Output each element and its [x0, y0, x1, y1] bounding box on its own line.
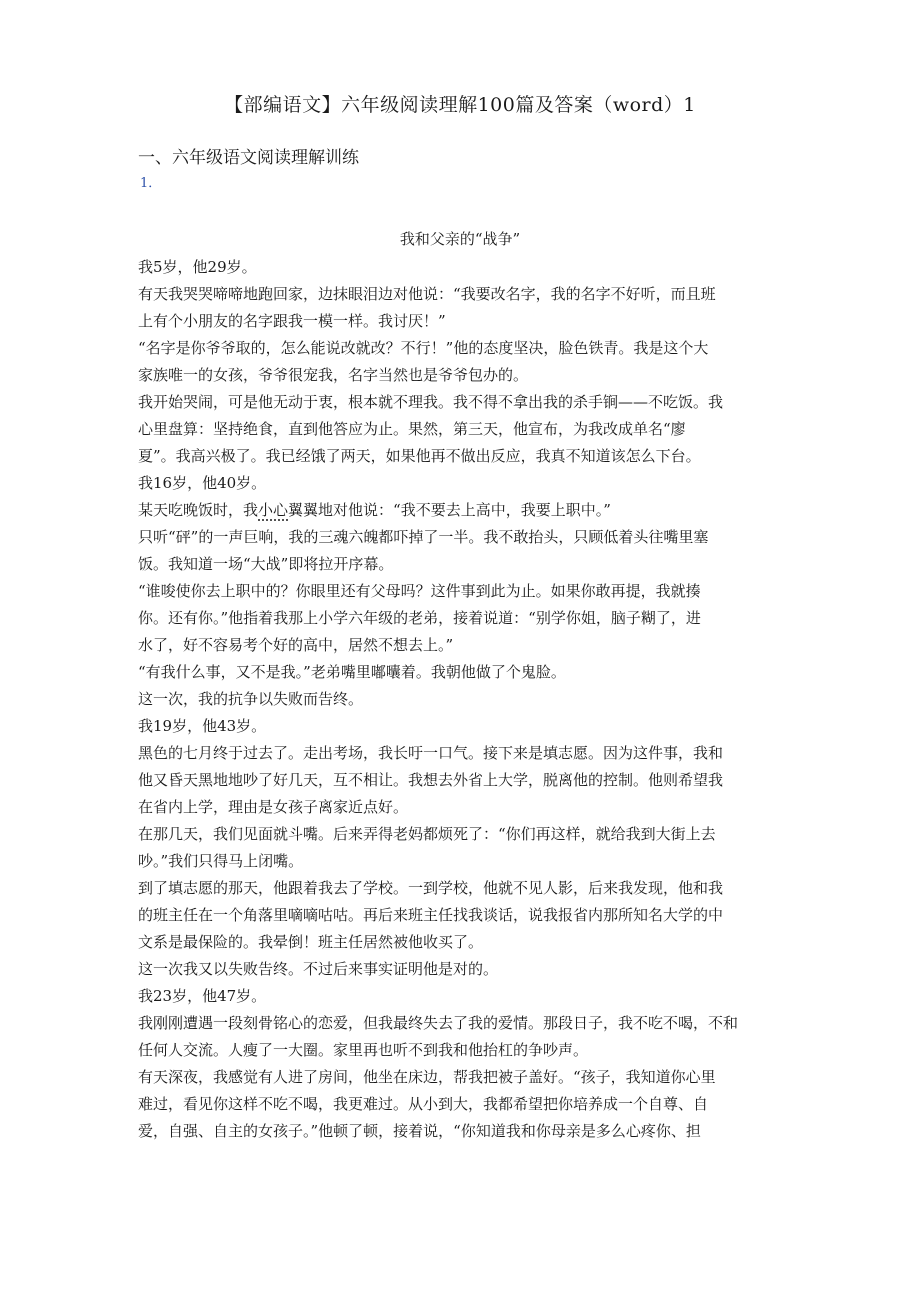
passage-line: 在省内上学，理由是女孩子离家近点好。: [138, 798, 409, 816]
passage-line: 到了填志愿的那天，他跟着我去了学校。一到学校，他就不见人影，后来我发现，他和我: [138, 879, 724, 897]
passage-line: 在那几天，我们见面就斗嘴。后来弄得老妈都烦死了：“你们再这样，就给我到大街上去: [138, 825, 716, 843]
passage-line: 爱，自强、自主的女孩子。”他顿了顿，接着说，“你知道我和你母亲是多么心疼你、担: [138, 1122, 701, 1140]
passage-line: 吵。”我们只得马上闭嘴。: [138, 852, 304, 870]
page-title: 【部编语文】六年级阅读理解100篇及答案（word）1: [224, 94, 696, 116]
passage-body: [138, 254, 788, 1145]
passage-line: 我16岁，他40岁。: [138, 474, 267, 492]
section-heading: 一、六年级语文阅读理解训练: [138, 148, 359, 168]
passage-line: “谁唆使你去上职中的？你眼里还有父母吗？这件事到此为止。如果你敢再提，我就揍: [138, 582, 701, 600]
passage-line: 我19岁，他43岁。: [138, 717, 267, 735]
passage-line: 水了，好不容易考个好的高中，居然不想去上。”: [138, 636, 454, 654]
question-number: 1．: [140, 176, 162, 191]
passage-line: 黑色的七月终于过去了。走出考场，我长吁一口气。接下来是填志愿。因为这件事，我和: [138, 744, 724, 762]
passage-line: “有我什么事，又不是我。”老弟嘴里嘟囔着。我朝他做了个鬼脸。: [138, 663, 566, 681]
passage-line: 难过，看见你这样不吃不喝，我更难过。从小到大，我都希望把你培养成一个自尊、自: [138, 1095, 709, 1113]
passage-line: 有天深夜，我感觉有人进了房间，他坐在床边，帮我把被子盖好。“孩子，我知道你心里: [138, 1068, 716, 1086]
passage-line: 的班主任在一个角落里嘀嘀咕咕。再后来班主任找我谈话，说我报省内那所知名大学的中: [138, 906, 724, 924]
line-text-before: 某天吃晚饭时，我: [138, 501, 259, 519]
passage-line: 任何人交流。人瘦了一大圈。家里再也听不到我和他抬杠的争吵声。: [138, 1041, 589, 1059]
passage-line: 有天我哭哭啼啼地跑回家，边抹眼泪边对他说：“我要改名字，我的名字不好听，而且班: [138, 285, 716, 303]
passage-line: 文系是最保险的。我晕倒！班主任居然被他收买了。: [138, 933, 484, 951]
passage-line: 夏”。我高兴极了。我已经饿了两天，如果他再不做出反应，我真不知道该怎么下台。: [138, 447, 701, 465]
passage-line: 他又昏天黑地地吵了好几天，互不相让。我想去外省上大学，脱离他的控制。他则希望我: [138, 771, 724, 789]
passage-line: 这一次，我的抗争以失败而告终。: [138, 690, 364, 708]
passage-line: 我5岁，他29岁。: [138, 258, 257, 276]
passage-line: 上有个小朋友的名字跟我一模一样。我讨厌！”: [138, 312, 446, 330]
passage-line: 饭。我知道一场“大战”即将拉开序幕。: [138, 555, 394, 573]
passage-line: “名字是你爷爷取的，怎么能说改就改？不行！”他的态度坚决，脸色铁青。我是这个大: [138, 339, 709, 357]
passage-line: 心里盘算：坚持绝食，直到他答应为止。果然，第三天，他宣布，为我改成单名“廖: [138, 420, 686, 438]
passage-line: 你。还有你。”他指着我那上小学六年级的老弟，接着说道：“别学你姐，脑子糊了，进: [138, 609, 701, 627]
passage-title: 我和父亲的“战争”: [399, 230, 521, 248]
passage-line: 只听“砰”的一声巨响，我的三魂六魄都吓掉了一半。我不敢抬头，只顾低着头往嘴里塞: [138, 528, 709, 546]
passage-line: 我刚刚遭遇一段刻骨铭心的恋爱，但我最终失去了我的爱情。那段日子，我不吃不喝，不和: [138, 1014, 739, 1032]
passage-line: 家族唯一的女孩，爷爷很宠我，名字当然也是爷爷包办的。: [138, 366, 529, 384]
emphasized-word: 小心: [258, 501, 289, 519]
passage-line: [138, 497, 788, 524]
passage-line: 这一次我又以失败告终。不过后来事实证明他是对的。: [138, 960, 499, 978]
passage-line: 我开始哭闹，可是他无动于衷，根本就不理我。我不得不拿出我的杀手锏——不吃饭。我: [138, 393, 724, 411]
line-text-after: 翼翼地对他说：“我不要去上高中，我要上职中。”: [288, 501, 611, 519]
passage-line: 我23岁，他47岁。: [138, 987, 267, 1005]
